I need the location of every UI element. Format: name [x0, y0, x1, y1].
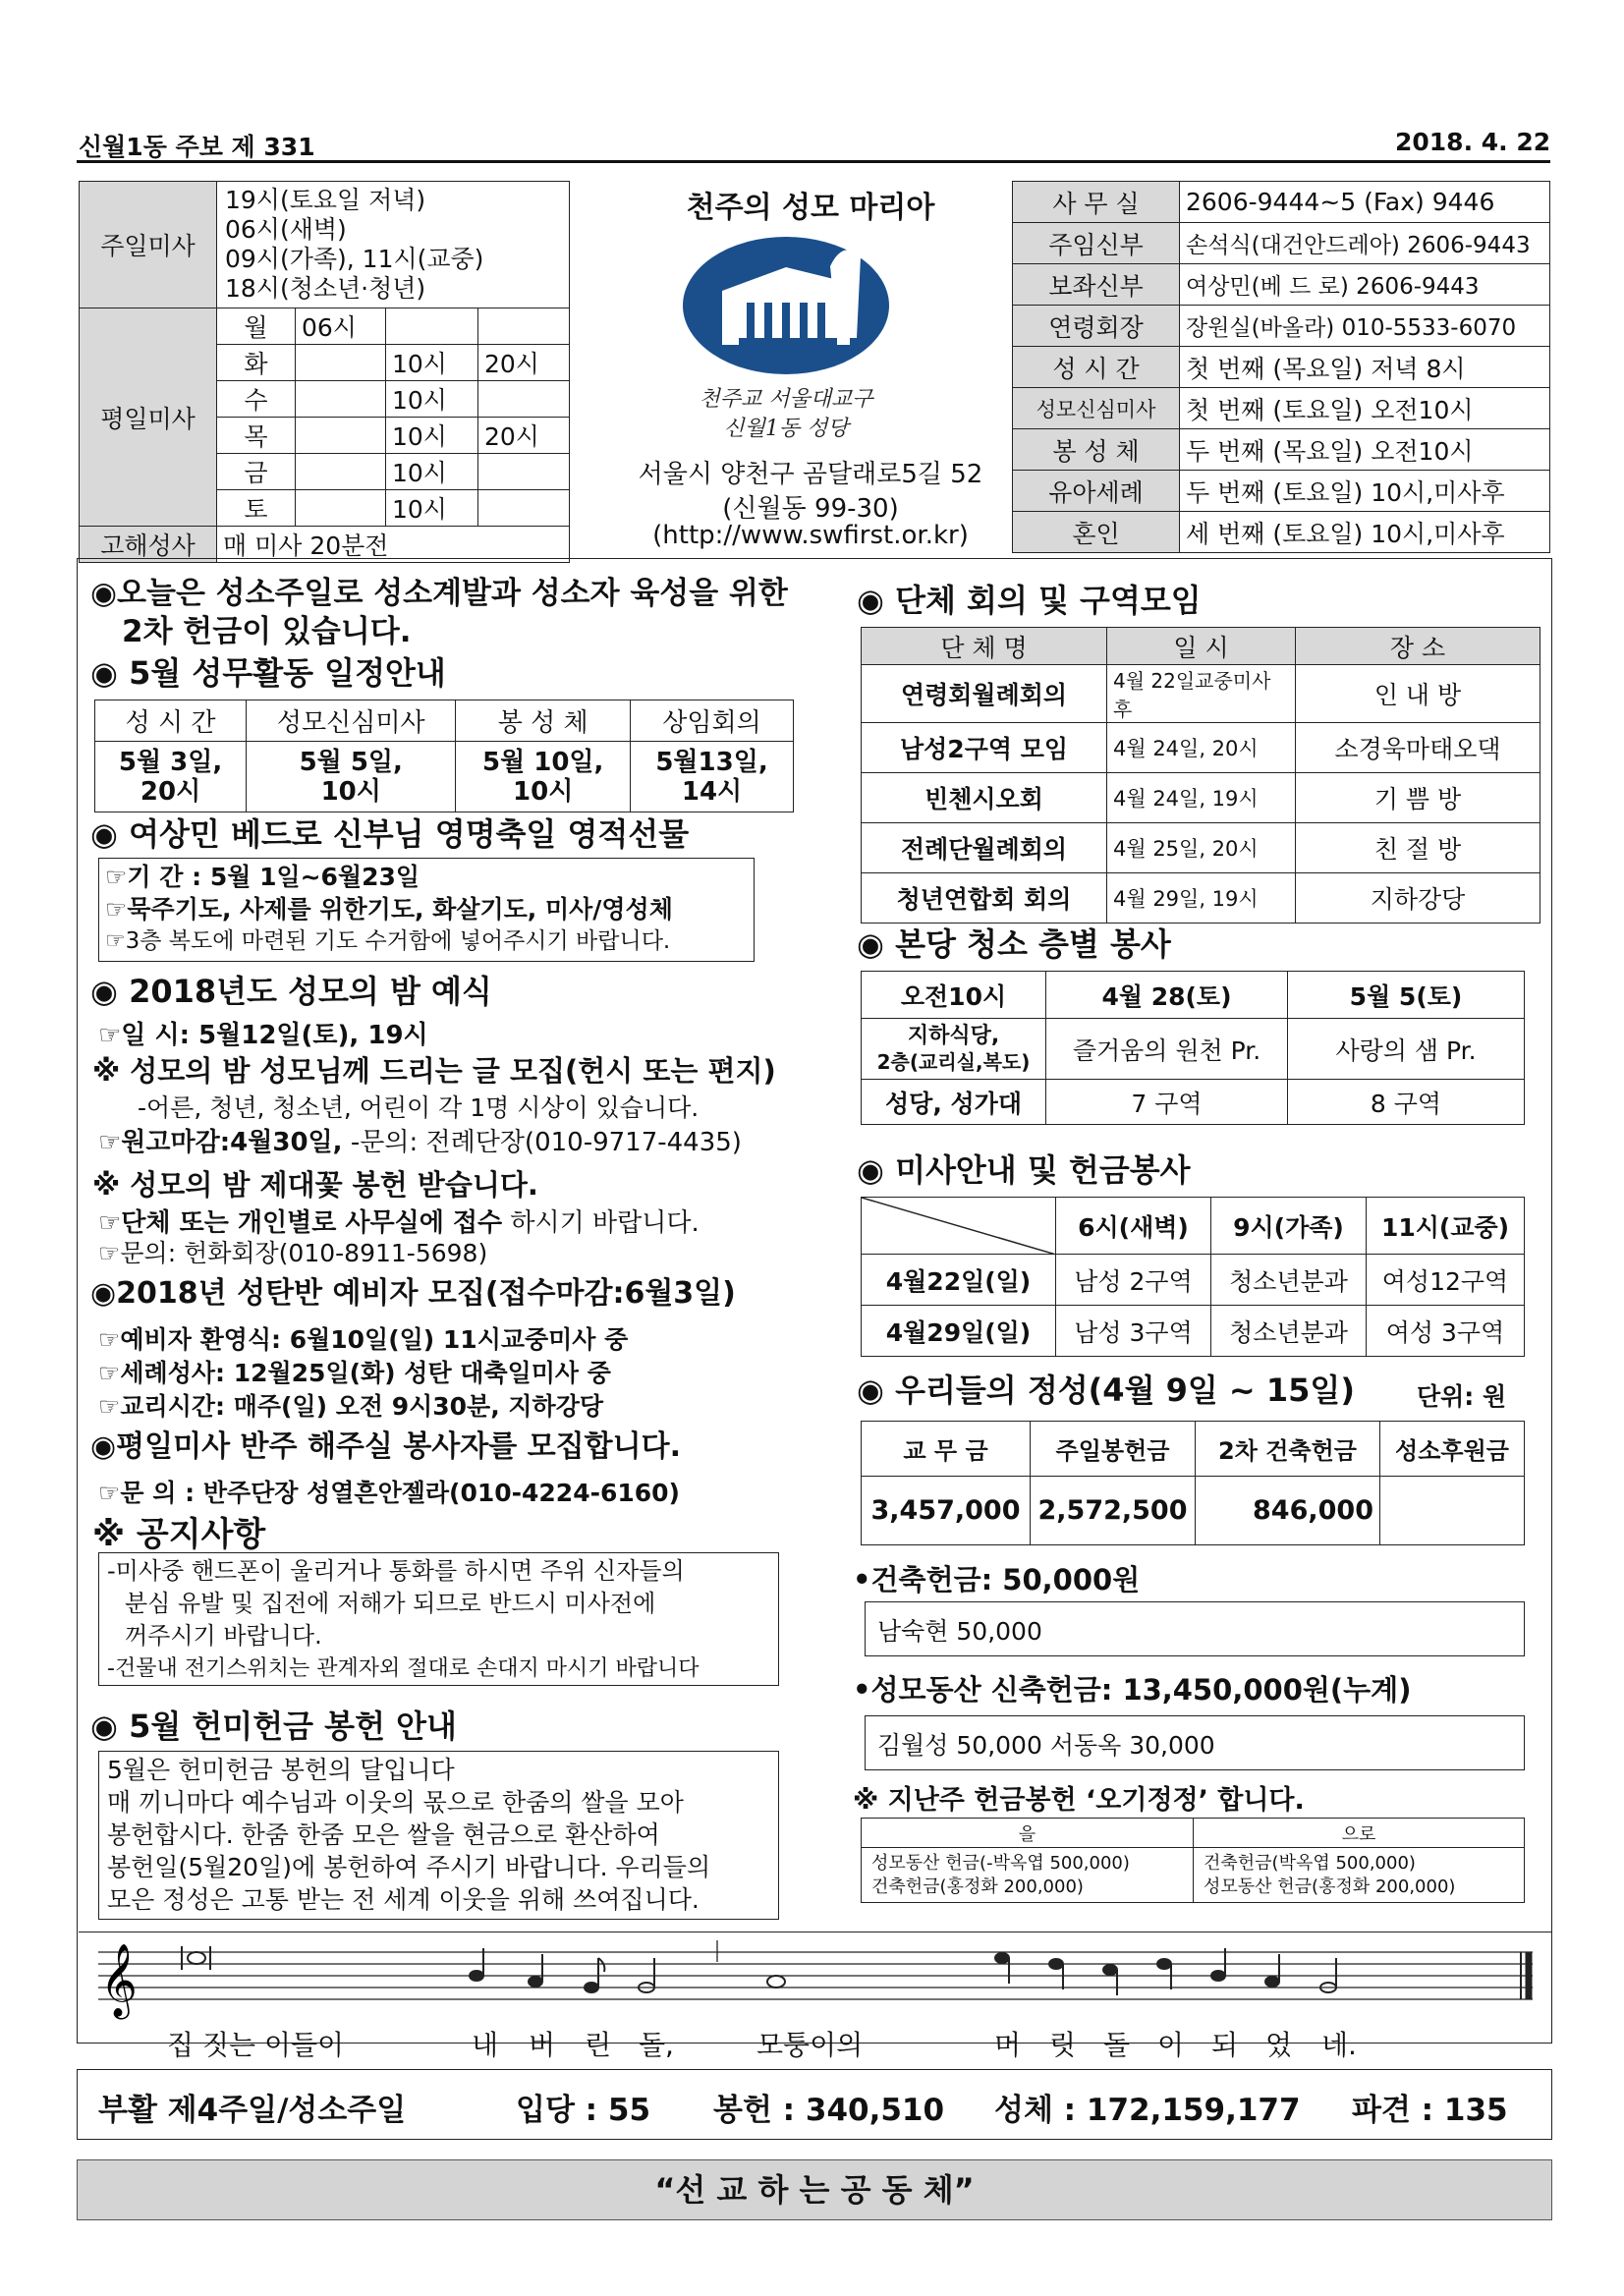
mass-time-header: 6시(새벽) — [1056, 1198, 1211, 1255]
offering-value: 2,572,500 — [1031, 1477, 1196, 1545]
contact-value: 두 번째 (목요일) 오전10시 — [1180, 429, 1550, 471]
contact-label: 주임신부 — [1013, 223, 1180, 264]
deadline-label: ☞원고마감:4월30일, — [98, 1128, 343, 1157]
sunday-mass-label: 주일미사 — [80, 182, 217, 308]
weekday-time — [296, 381, 386, 418]
deadline-contact: -문의: 전례단장(010-9717-4435) — [342, 1128, 742, 1157]
contact-value: 2606-9444~5 (Fax) 9446 — [1180, 182, 1550, 223]
weekday-time — [296, 345, 386, 381]
meeting-place: 지하강당 — [1296, 873, 1540, 924]
church-logo-icon — [668, 232, 904, 379]
cleaning-header: 오전10시 — [862, 972, 1046, 1019]
contact-label: 유아세례 — [1013, 471, 1180, 512]
diagonal-line-icon — [862, 1198, 1056, 1255]
contact-label: 혼인 — [1013, 512, 1180, 553]
mass-time-header: 9시(가족) — [1211, 1198, 1367, 1255]
lyric-syllable: 내 — [472, 2029, 499, 2061]
lyric-syllable: 릿 — [1049, 2029, 1077, 2061]
contact-value: 세 번째 (토요일) 10시,미사후 — [1180, 512, 1550, 553]
bulletin-date: 2018. 4. 22 — [1395, 128, 1551, 156]
lyric-syllable: 집 짓는 이들이 — [167, 2029, 345, 2061]
offering-header: 교 무 금 — [862, 1422, 1031, 1477]
meeting-header: 단 체 명 — [862, 628, 1107, 665]
treble-clef-icon: 𝄞 — [100, 1944, 138, 2017]
cleaning-header: 5월 5(토) — [1288, 972, 1525, 1019]
contact-value: 여상민(베 드 로) 2606-9443 — [1180, 264, 1550, 306]
lyric-syllable: 네. — [1321, 2029, 1357, 2061]
parish-address: 서울시 양천구 곰달래로5길 52 — [638, 460, 983, 489]
meeting-group: 전례단월례회의 — [862, 823, 1107, 873]
catechumen-welcome: ☞예비자 환영식: 6월10일(일) 11시교중미사 중 — [98, 1325, 629, 1354]
weekday-day: 금 — [217, 454, 296, 490]
contact-value: 첫 번째 (토요일) 오전10시 — [1180, 388, 1550, 429]
weekday-day: 목 — [217, 418, 296, 454]
organist-title: ◉평일미사 반주 해주실 봉사자를 모집합니다. — [90, 1429, 681, 1464]
meeting-table — [861, 627, 1540, 924]
header-rule — [77, 160, 1550, 163]
offering-header: 2차 건축헌금 — [1196, 1422, 1380, 1477]
offering-header: 주일봉헌금 — [1031, 1422, 1196, 1477]
meeting-header: 장 소 — [1296, 628, 1540, 665]
rice-offering-title: ◉ 5월 헌미헌금 봉헌 안내 — [90, 1708, 457, 1745]
contact-value: 손석식(대건안드레아) 2606-9443 — [1180, 223, 1550, 264]
mass-assignee: 청소년분과 — [1211, 1255, 1367, 1306]
contact-value: 두 번째 (토요일) 10시,미사후 — [1180, 471, 1550, 512]
contacts-table — [1012, 181, 1550, 553]
sunday-time: 18시(청소년·청년) — [225, 274, 426, 303]
weekday-time — [296, 490, 386, 527]
meeting-title: ◉ 단체 회의 및 구역모임 — [857, 582, 1202, 619]
mass-schedule-table — [79, 181, 570, 563]
may-night-time: ☞일 시: 5월12일(토), 19시 — [98, 1021, 428, 1050]
contact-label: 사 무 실 — [1013, 182, 1180, 223]
music-staff — [88, 1940, 1542, 2029]
altar-flower-submit: ☞단체 또는 개인별로 사무실에 접수 — [98, 1208, 503, 1238]
weekday-time — [296, 454, 386, 490]
garden-fund-title: •성모동산 신축헌금: 13,450,000원(누계) — [853, 1673, 1412, 1707]
cleaning-team: 즐거움의 원천 Pr. — [1046, 1019, 1288, 1080]
mass-offering-table — [861, 1197, 1525, 1357]
meeting-time: 4월 24일, 19시 — [1107, 773, 1296, 823]
weekday-time — [478, 308, 570, 345]
lyric-syllable: 린 — [585, 2029, 612, 2061]
rice-offering-line: 모은 정성은 고통 받는 전 세계 이웃을 위해 쓰여집니다. — [107, 1885, 700, 1914]
may-schedule-header: 성 시 간 — [95, 700, 247, 742]
mass-assignee: 청소년분과 — [1211, 1306, 1367, 1357]
offering-summary-table — [861, 1421, 1525, 1545]
vocation-notice-cont: 2차 헌금이 있습니다. — [122, 614, 412, 649]
may-night-deadline — [98, 1122, 742, 1158]
meeting-time: 4월 22일교중미사후 — [1107, 665, 1296, 723]
meeting-group: 연령회월례회의 — [862, 665, 1107, 723]
cleaning-area: 성당, 성가대 — [862, 1080, 1046, 1125]
cleaning-table — [861, 971, 1525, 1125]
weekday-day: 월 — [217, 308, 296, 345]
lyric-syllable: 었 — [1265, 2029, 1293, 2061]
offertory-hymn: 봉헌 : 340,510 — [713, 2093, 945, 2128]
liturgical-week: 부활 제4주일/성소주일 — [98, 2093, 407, 2128]
altar-flower-title: ※ 성모의 밤 제대꽃 봉헌 받습니다. — [92, 1168, 538, 1202]
contact-value: 첫 번째 (목요일) 저녁 8시 — [1180, 347, 1550, 388]
catechumen-baptism: ☞세례성사: 12월25일(화) 성탄 대축일미사 중 — [98, 1359, 611, 1387]
hymn-lyrics — [88, 2024, 1542, 2063]
weekday-time: 06시 — [296, 308, 386, 345]
may-schedule-date: 5월 3일, — [118, 747, 223, 777]
mass-assignee: 남성 3구역 — [1056, 1306, 1211, 1357]
weekday-time — [478, 490, 570, 527]
weekday-time — [478, 381, 570, 418]
may-schedule-table — [94, 700, 794, 812]
weekday-time — [296, 418, 386, 454]
may-schedule-header: 성모신심미사 — [247, 700, 456, 742]
altar-flower-submit-rest: 하시기 바랍니다. — [502, 1208, 700, 1238]
may-night-title: ◉ 2018년도 성모의 밤 예식 — [90, 973, 492, 1010]
mass-date: 4월22일(일) — [862, 1255, 1056, 1306]
rice-offering-line: 매 끼니마다 예수님과 이웃의 몫으로 한줌의 쌀을 모아 — [107, 1788, 684, 1817]
weekday-time: 10시 — [386, 490, 478, 527]
announcement-line: 분심 유발 및 집전에 저해가 되므로 반드시 미사전에 — [125, 1590, 656, 1617]
lyric-syllable: 모퉁이의 — [756, 2029, 864, 2061]
may-night-award: -어른, 청년, 청소년, 어린이 각 1명 시상이 있습니다. — [138, 1093, 700, 1122]
meeting-place: 소경욱마태오댁 — [1296, 723, 1540, 773]
may-schedule-time: 20시 — [140, 776, 201, 807]
parish-website: (http://www.swfirst.or.kr) — [652, 521, 969, 550]
correction-to: 성모동산 헌금(홍정화 200,000) — [1204, 1876, 1456, 1897]
cleaning-team: 8 구역 — [1288, 1080, 1525, 1125]
weekday-time — [478, 454, 570, 490]
contact-value: 장원실(바올라) 010-5533-6070 — [1180, 306, 1550, 347]
communion-hymn: 성체 : 172,159,177 — [994, 2093, 1301, 2128]
offering-value: 3,457,000 — [862, 1477, 1031, 1545]
announcement-line: -미사중 핸드폰이 울리거나 통화를 하시면 주위 신자들의 — [107, 1557, 685, 1585]
cleaning-area: 지하식당, — [907, 1023, 1000, 1048]
rice-offering-line: 5월은 헌미헌금 봉헌의 달입니다 — [107, 1756, 455, 1784]
offering-value — [1380, 1477, 1525, 1545]
correction-header: 을 — [862, 1819, 1194, 1848]
feast-gift-box — [98, 858, 755, 962]
may-schedule-date: 5월13일, — [655, 747, 768, 777]
may-schedule-header: 봉 성 체 — [456, 700, 631, 742]
announcement-line: -건물내 전기스위치는 관계자외 절대로 손대지 마시기 바랍니다 — [107, 1656, 700, 1681]
weekday-day: 수 — [217, 381, 296, 418]
cleaning-team: 7 구역 — [1046, 1080, 1288, 1125]
meeting-time: 4월 25일, 20시 — [1107, 823, 1296, 873]
lyric-syllable: 되 — [1211, 2029, 1239, 2061]
building-fund-box: 남숙현 50,000 — [865, 1601, 1525, 1656]
mass-assignee: 남성 2구역 — [1056, 1255, 1211, 1306]
announcement-box — [98, 1552, 779, 1686]
confession-value: 매 미사 20분전 — [217, 527, 570, 563]
motto-banner: “선 교 하 는 공 동 체” — [77, 2159, 1552, 2220]
contact-label: 보좌신부 — [1013, 264, 1180, 306]
offering-summary-title: ◉ 우리들의 정성(4월 9일 ~ 15일) — [857, 1372, 1355, 1409]
lyric-syllable: 돌 — [1103, 2029, 1131, 2061]
weekday-day: 토 — [217, 490, 296, 527]
rice-offering-box — [98, 1751, 779, 1920]
sunday-time: 19시(토요일 저녁) — [225, 186, 426, 214]
contact-label: 성모신심미사 — [1013, 388, 1180, 429]
catechumen-class: ☞교리시간: 매주(일) 오전 9시30분, 지하강당 — [98, 1392, 604, 1421]
may-night-letter-call: ※ 성모의 밤 성모님께 드리는 글 모집(헌시 또는 편지) — [92, 1054, 776, 1088]
catechumen-title: ◉2018년 성탄반 예비자 모집(접수마감:6월3일) — [90, 1276, 736, 1311]
contact-label: 봉 성 체 — [1013, 429, 1180, 471]
lyric-syllable: 머 — [994, 2029, 1022, 2061]
meeting-place: 친 절 방 — [1296, 823, 1540, 873]
announcement-line: 꺼주시기 바랍니다. — [125, 1622, 322, 1650]
offering-value: 846,000 — [1196, 1477, 1380, 1545]
meeting-place: 기 쁨 방 — [1296, 773, 1540, 823]
lyric-syllable: 버 — [529, 2029, 556, 2061]
rice-offering-line: 봉헌합시다. 한줌 한줌 모은 쌀을 현금으로 환산하여 — [107, 1820, 660, 1849]
parish-patron-title: 천주의 성모 마리아 — [686, 191, 935, 225]
organist-contact: ☞문 의 : 반주단장 성열흔안젤라(010-4224-6160) — [98, 1479, 680, 1507]
may-schedule-time: 14시 — [681, 776, 743, 807]
cleaning-area-sub: 2층(교리실,복도) — [876, 1049, 1031, 1074]
garden-fund-box: 김월성 50,000 서동옥 30,000 — [865, 1715, 1525, 1770]
mass-date: 4월29일(일) — [862, 1306, 1056, 1357]
weekday-time: 20시 — [478, 418, 570, 454]
meeting-time: 4월 29일, 19시 — [1107, 873, 1296, 924]
mass-time-header: 11시(교중) — [1367, 1198, 1525, 1255]
parish-address-old: (신월동 99-30) — [722, 494, 899, 524]
correction-title: ※ 지난주 헌금봉헌 ‘오기정정’ 합니다. — [853, 1785, 1305, 1816]
correction-from: 성모동산 헌금(-박옥엽 500,000) — [871, 1852, 1130, 1874]
bulletin-issue: 신월1동 주보 제 331 — [79, 133, 315, 161]
meeting-time: 4월 24일, 20시 — [1107, 723, 1296, 773]
cleaning-title: ◉ 본당 청소 층별 봉사 — [857, 925, 1171, 963]
confession-label: 고해성사 — [80, 527, 217, 563]
entrance-hymn: 입당 : 55 — [516, 2093, 651, 2128]
sunday-time: 06시(새벽) — [225, 215, 347, 244]
offering-header: 성소후원금 — [1380, 1422, 1525, 1477]
lyric-syllable: 돌, — [639, 2029, 674, 2061]
weekday-day: 화 — [217, 345, 296, 381]
mass-offering-title: ◉ 미사안내 및 헌금봉사 — [857, 1151, 1191, 1189]
cleaning-header: 4월 28(토) — [1046, 972, 1288, 1019]
weekday-time: 10시 — [386, 418, 478, 454]
meeting-group: 남성2구역 모임 — [862, 723, 1107, 773]
correction-table — [861, 1818, 1525, 1903]
contact-label: 성 시 간 — [1013, 347, 1180, 388]
contact-label: 연령회장 — [1013, 306, 1180, 347]
weekday-time — [386, 308, 478, 345]
cleaning-team: 사랑의 샘 Pr. — [1288, 1019, 1525, 1080]
feast-gift-title: ◉ 여상민 베드로 신부님 영명축일 영적선물 — [90, 815, 690, 853]
weekday-mass-label: 평일미사 — [80, 308, 217, 527]
weekday-time: 10시 — [386, 345, 478, 381]
sunday-time: 09시(가족), 11시(교중) — [225, 245, 484, 273]
vocation-notice: ◉오늘은 성소주일로 성소계발과 성소자 육성을 위한 — [90, 576, 788, 611]
meeting-header: 일 시 — [1107, 628, 1296, 665]
may-schedule-title: ◉ 5월 성무활동 일정안내 — [90, 654, 446, 692]
feast-gift-period: ☞기 간 : 5월 1일~6월23일 — [105, 863, 420, 891]
may-schedule-time: 10시 — [513, 776, 574, 807]
may-schedule-time: 10시 — [320, 776, 381, 807]
building-fund-title: •건축헌금: 50,000원 — [853, 1563, 1141, 1596]
meeting-group: 빈첸시오회 — [862, 773, 1107, 823]
dismissal-hymn: 파견 : 135 — [1352, 2093, 1508, 2128]
weekday-time: 20시 — [478, 345, 570, 381]
lyric-syllable: 이 — [1157, 2029, 1185, 2061]
rice-offering-line: 봉헌일(5월20일)에 봉헌하여 주시기 바랍니다. 우리들의 — [107, 1853, 711, 1881]
feast-gift-prayers: ☞묵주기도, 사제를 위한기도, 화살기도, 미사/영성체 — [105, 895, 673, 924]
correction-to: 건축헌금(박옥엽 500,000) — [1204, 1852, 1416, 1874]
may-schedule-header: 상임회의 — [631, 700, 794, 742]
parish-logo-text: 천주교 서울대교구 신월1동 성당 — [699, 387, 873, 441]
offering-unit: 단위: 원 — [1417, 1382, 1507, 1411]
weekday-time: 10시 — [386, 454, 478, 490]
parish-logo — [668, 232, 904, 379]
meeting-group: 청년연합회 회의 — [862, 873, 1107, 924]
correction-header: 으로 — [1194, 1819, 1525, 1848]
meeting-place: 인 내 방 — [1296, 665, 1540, 723]
mass-assignee: 여성12구역 — [1367, 1255, 1525, 1306]
announcement-title: ※ 공지사항 — [92, 1515, 266, 1554]
may-schedule-date: 5월 5일, — [299, 747, 403, 777]
correction-from: 건축헌금(홍정화 200,000) — [871, 1876, 1084, 1897]
altar-flower-contact: ☞문의: 헌화회장(010-8911-5698) — [98, 1239, 488, 1267]
diagonal-header-cell — [862, 1198, 1056, 1255]
feast-gift-dropbox: ☞3층 복도에 마련된 기도 수거함에 넣어주시기 바랍니다. — [105, 928, 671, 954]
may-schedule-date: 5월 10일, — [481, 747, 604, 777]
mass-assignee: 여성 3구역 — [1367, 1306, 1525, 1357]
weekday-time: 10시 — [386, 381, 478, 418]
